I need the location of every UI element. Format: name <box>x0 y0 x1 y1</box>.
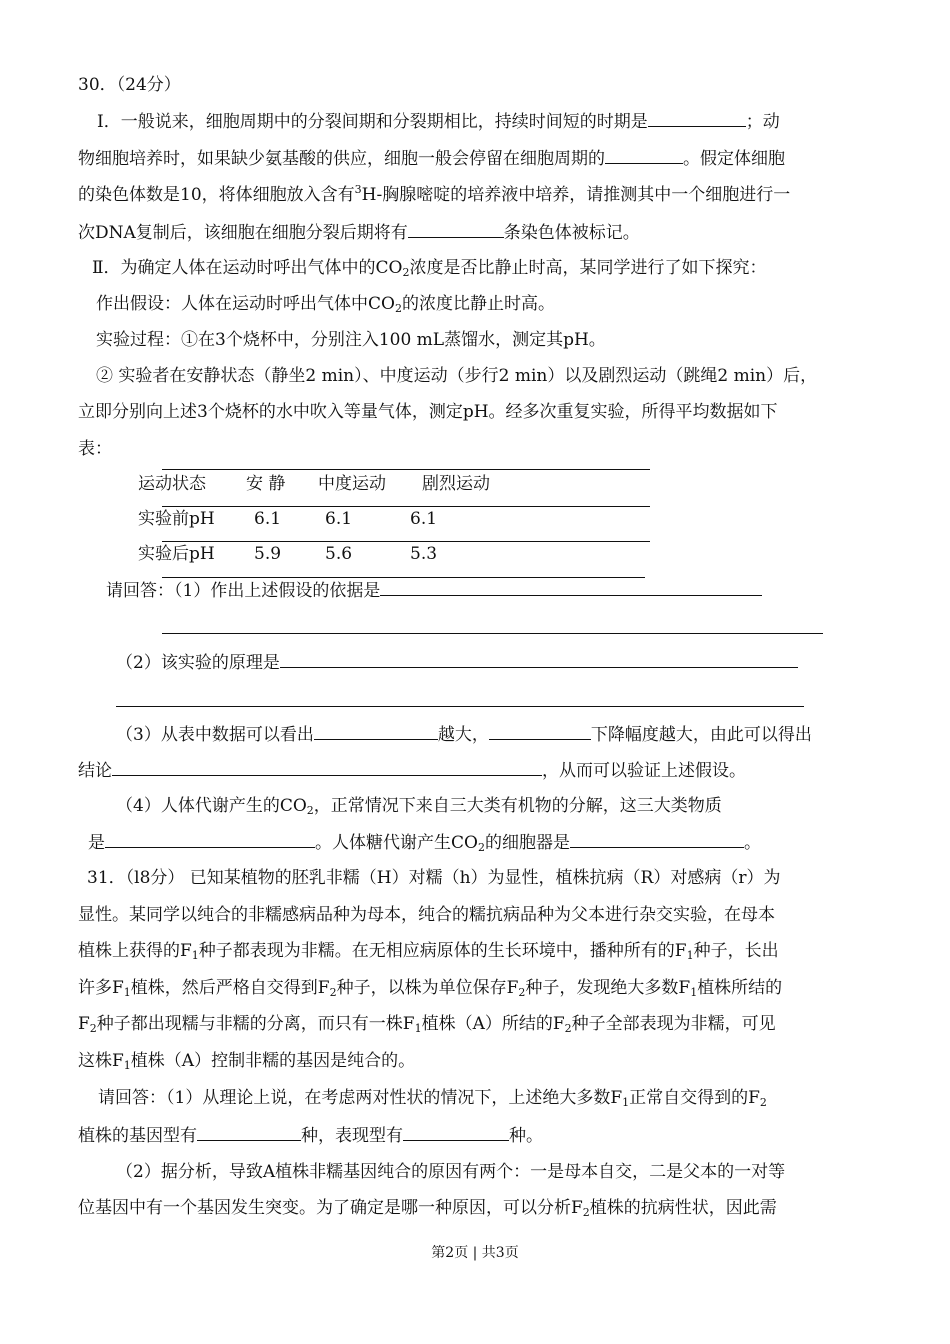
answer-blank-line <box>116 706 804 707</box>
q30-part1-line2: 物细胞培养时，如果缺少氨基酸的供应，细胞一般会停留在细胞周期的 。假定体细胞 <box>78 146 785 171</box>
q30-procedure-2: ② 实验者在安静状态（静坐2 min）、中度运动（步行2 min）以及剧烈运动（跳绳2 min）后， <box>96 366 818 386</box>
q30-header: 30．（24分） <box>78 75 181 95</box>
q31-answer-2-cont: 位基因中有一个基因发生突变。为了确定是哪一种原因，可以分析$F_2$植株的抗病性状，因此需 <box>78 1198 777 1219</box>
table-cell: 6.1 <box>325 509 353 529</box>
q30-table-intro: 表： <box>78 439 112 459</box>
answer-blank <box>489 722 591 740</box>
table-header-state: 运动状态 <box>138 474 206 494</box>
table-cell: 5.9 <box>254 544 282 564</box>
answer-blank <box>648 109 746 127</box>
answer-blank <box>408 220 504 238</box>
answer-blank <box>280 650 798 668</box>
table-cell: 5.6 <box>325 544 353 564</box>
table-cell: 实验前pH <box>138 509 215 529</box>
table-cell: 6.1 <box>254 509 282 529</box>
q30-part1-line4: 次DNA复制后，该细胞在细胞分裂后期将有 条染色体被标记。 <box>78 220 640 245</box>
table-cell: 6.1 <box>410 509 438 529</box>
q31-line6: 这株$F_1$植株（A）控制非糯的基因是纯合的。 <box>78 1051 416 1072</box>
table-row-rule <box>162 541 650 542</box>
table-cell: 实验后pH <box>138 544 215 564</box>
answer-blank <box>112 758 542 776</box>
answer-blank <box>197 1123 301 1141</box>
answer-blank <box>570 830 744 848</box>
table-header-rule <box>162 506 650 507</box>
answer-blank <box>105 830 315 848</box>
answer-blank <box>380 578 762 596</box>
q31-line4: 许多$F_1$植株，然后严格自交得到$F_2$种子，以株为单位保存$F_2$种子，发现绝大多数$F_1$植株所结的 <box>78 978 783 999</box>
table-header-moderate: 中度运动 <box>318 474 386 494</box>
q30-answer-3: （3）从表中数据可以看出 越大， 下降幅度越大，由此可以得出 <box>116 722 812 747</box>
q30-answer-3-cont: 结论 ，从而可以验证上述假设。 <box>78 758 746 783</box>
q31-answer-2: （2）据分析，导致A植株非糯基因纯合的原因有两个：一是母本自交，二是父本的一对等 <box>116 1162 786 1182</box>
answer-blank <box>605 146 683 164</box>
q30-part1-line3: 的染色体数是10，将体细胞放入含有$^3$H-胸腺嘧啶的培养液中培养，请推测其中一个细胞进行一 <box>78 183 791 205</box>
page-footer: 第2页 | 共3页 <box>431 1245 519 1261</box>
table-header-intense: 剧烈运动 <box>422 474 490 494</box>
answer-blank <box>314 722 438 740</box>
q30-answer-2: （2）该实验的原理是 <box>116 650 798 675</box>
q30-answer-4: （4）人体代谢产生的$CO_2$，正常情况下来自三大类有机物的分解，这三大类物质 <box>116 796 722 817</box>
table-header-rest: 安 静 <box>246 474 286 494</box>
q30-answer-4-cont: 是 。人体糖代谢产生$CO_2$的细胞器是 。 <box>88 830 761 855</box>
q31-answer-1-cont: 植株的基因型有 种，表现型有 种。 <box>78 1123 543 1148</box>
q31-line2: 显性。某同学以纯合的非糯感病品种为母本，纯合的糯抗病品种为父本进行杂交实验，在母本 <box>78 905 775 925</box>
q30-part2-line1: Ⅱ．为确定人体在运动时呼出气体中的$CO_2$浓度是否比静止时高，某同学进行了如下探究： <box>92 258 767 279</box>
answer-blank <box>403 1123 509 1141</box>
table-cell: 5.3 <box>410 544 438 564</box>
q30-hypothesis: 作出假设：人体在运动时呼出气体中$CO_2$的浓度比静止时高。 <box>96 294 555 315</box>
q31-line1: 31．（l8分） 已知某植物的胚乳非糯（H）对糯（h）为显性，植株抗病（R）对感病（r）为 <box>87 868 781 888</box>
q30-answer-1: 请回答：（1）作出上述假设的依据是 <box>106 578 762 603</box>
q30-procedure-1: 实验过程：①在3个烧杯中，分别注入100 mL蒸馏水，测定其pH。 <box>96 330 606 350</box>
q31-line5: $F_2$种子都出现糯与非糯的分离，而只有一株$F_1$植株（A）所结的$F_2$种子全部表现为非糯，可见 <box>78 1014 776 1035</box>
table-top-rule <box>162 469 650 470</box>
q30-part1-line1: Ⅰ．一般说来，细胞周期中的分裂间期和分裂期相比，持续时间短的时期是 ；动 <box>97 109 780 134</box>
answer-blank-line <box>162 633 823 634</box>
q30-procedure-3: 立即分别向上述3个烧杯的水中吹入等量气体，测定pH。经多次重复实验，所得平均数据如下 <box>78 402 778 422</box>
q31-line3: 植株上获得的$F_1$种子都表现为非糯。在无相应病原体的生长环境中，播种所有的$F_1$种子，长出 <box>78 941 779 962</box>
q31-answer-1: 请回答：（1）从理论上说，在考虑两对性状的情况下，上述绝大多数$F_1$正常自交得到的$F_2$ <box>98 1088 767 1109</box>
